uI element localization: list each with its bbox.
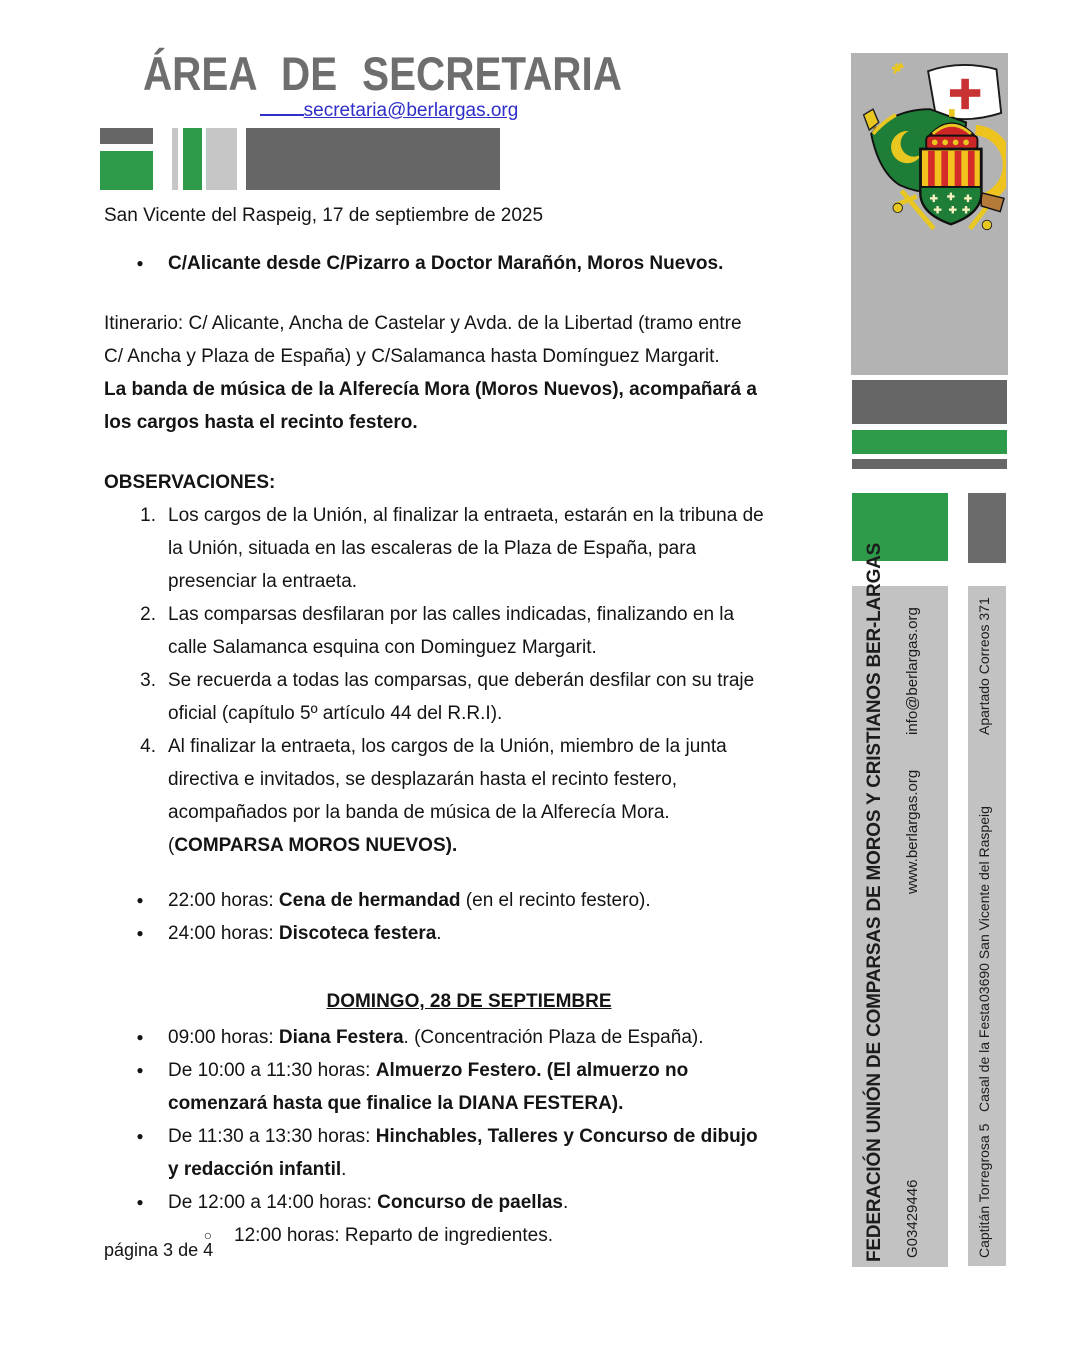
list-item <box>104 730 854 862</box>
bullet-icon: ● <box>136 1030 144 1044</box>
list-item-text: De 10:00 a 11:30 horas: Almuerzo Festero. (El almuerzo no comenzará hasta que finalice la DIANA FESTERA). <box>168 1060 689 1114</box>
list-number: 3. <box>140 670 156 691</box>
list-item <box>104 1021 854 1054</box>
header-email-line <box>104 100 674 122</box>
band-paragraph: La banda de música de la Alferecía Mora (Moros Nuevos), acompañará a los cargos hasta el recinto festero. <box>104 379 757 433</box>
bullet-icon: ● <box>136 893 144 907</box>
list-item-text: De 11:30 a 13:30 horas: Hinchables, Talleres y Concurso de dibujo y redacción infantil. <box>168 1126 758 1180</box>
domingo-heading-text: DOMINGO, 28 DE SEPTIEMBRE <box>326 991 612 1012</box>
bullet-icon: ● <box>136 1063 144 1077</box>
list-number: 1. <box>140 505 156 526</box>
federation-cif-vertical: G03429446 <box>904 1179 921 1258</box>
list-item-text: 09:00 horas: Diana Festera. (Concentración Plaza de España). <box>168 1027 704 1048</box>
federation-website-vertical: www.berlargas.org <box>904 769 921 894</box>
address-po-box-vertical: Apartado Correos 371 <box>976 597 992 735</box>
address-building-vertical: Casal de la Festa <box>976 1003 992 1112</box>
list-item <box>104 884 854 917</box>
evening-schedule-list <box>104 884 854 950</box>
federation-crest-icon <box>854 56 1006 242</box>
list-item <box>104 1186 854 1219</box>
deco-bar-dark-large <box>246 128 500 190</box>
list-item-text: Al finalizar la entraeta, los cargos de la Unión, miembro de la junta directiva e invitados, se desplazarán hasta el recinto festero, acompañados por la banda de música de la Alferecía Mora. (COMPARSA MOROS NUEVOS). <box>168 736 727 856</box>
dateline: San Vicente del Raspeig, 17 de septiembre de 2025 <box>104 205 544 226</box>
sidebar-gray-block <box>968 493 1006 563</box>
list-item-text: De 12:00 a 14:00 horas: Concurso de paellas. <box>168 1192 569 1213</box>
deco-bar-light-wide <box>206 128 237 190</box>
list-item <box>104 247 854 280</box>
list-item-text: C/Alicante desde C/Pizarro a Doctor Marañón, Moros Nuevos. <box>168 253 724 274</box>
page-title-block <box>104 46 644 101</box>
bullet-icon: ● <box>136 256 144 270</box>
sidebar-bar-dark <box>852 380 1007 424</box>
route-bullet-list <box>104 247 854 280</box>
deco-bar-green-square <box>100 151 153 190</box>
list-item-text: 22:00 horas: Cena de hermandad (en el recinto festero). <box>168 890 651 911</box>
list-item <box>104 598 854 664</box>
itinerary-paragraph: Itinerario: C/ Alicante, Ancha de Castelar y Avda. de la Libertad (tramo entre C/ Ancha y Plaza de España) y C/Salamanca hasta Domínguez Margarit. <box>104 313 742 367</box>
observaciones-heading: OBSERVACIONES: <box>104 472 276 493</box>
secretary-email-link[interactable]: secretaria@berlargas.org <box>303 100 519 121</box>
list-item <box>104 1054 854 1120</box>
deco-bar-dark-small <box>100 128 153 144</box>
domingo-sub-list <box>104 1219 854 1252</box>
list-item-text: Se recuerda a todas las comparsas, que deberán desfilar con su traje oficial (capítulo 5º artículo 44 del R.R.I). <box>168 670 755 724</box>
address-city-vertical: 03690 San Vicente del Raspeig <box>976 806 992 1002</box>
page-number: página 3 de 4 <box>104 1240 214 1260</box>
list-item-text: Los cargos de la Unión, al finalizar la entraeta, estarán en la tribuna de la Unión, situada en las escaleras de la Plaza de España, para presenciar la entraeta. <box>168 505 764 592</box>
deco-bar-green-thin <box>183 128 202 190</box>
list-item <box>104 1120 854 1186</box>
list-item <box>104 664 854 730</box>
list-item-text: Las comparsas desfilaran por las calles indicadas, finalizando en la calle Salamanca esquina con Dominguez Margarit. <box>168 604 735 658</box>
list-item <box>104 499 854 598</box>
circle-bullet-icon: ○ <box>203 1227 213 1243</box>
address-street-vertical: Captitán Torregrosa 5 <box>976 1123 992 1258</box>
page-title: ÁREA DE SECRETARIA <box>142 47 622 100</box>
sidebar-bar-dark-thin <box>852 459 1007 469</box>
observaciones-list <box>104 499 854 862</box>
bullet-icon: ● <box>136 1129 144 1143</box>
list-item-text: 24:00 horas: Discoteca festera. <box>168 923 442 944</box>
list-item-text: 12:00 horas: Reparto de ingredientes. <box>234 1225 553 1246</box>
list-number: 4. <box>140 736 156 757</box>
federation-name-vertical: FEDERACIÓN UNIÓN DE COMPARSAS DE MOROS Y CRISTIANOS BER-LARGAS <box>864 542 885 1262</box>
email-underline-tab <box>260 100 304 116</box>
domingo-schedule-list <box>104 1021 854 1219</box>
list-number: 2. <box>140 604 156 625</box>
list-item <box>104 1219 854 1252</box>
deco-bar-light-thin <box>172 128 178 190</box>
federation-email-vertical: info@berlargas.org <box>904 607 921 735</box>
list-item <box>104 917 854 950</box>
bullet-icon: ● <box>136 1195 144 1209</box>
domingo-heading <box>104 985 834 1018</box>
sidebar-bar-green <box>852 430 1007 454</box>
bullet-icon: ● <box>136 926 144 940</box>
